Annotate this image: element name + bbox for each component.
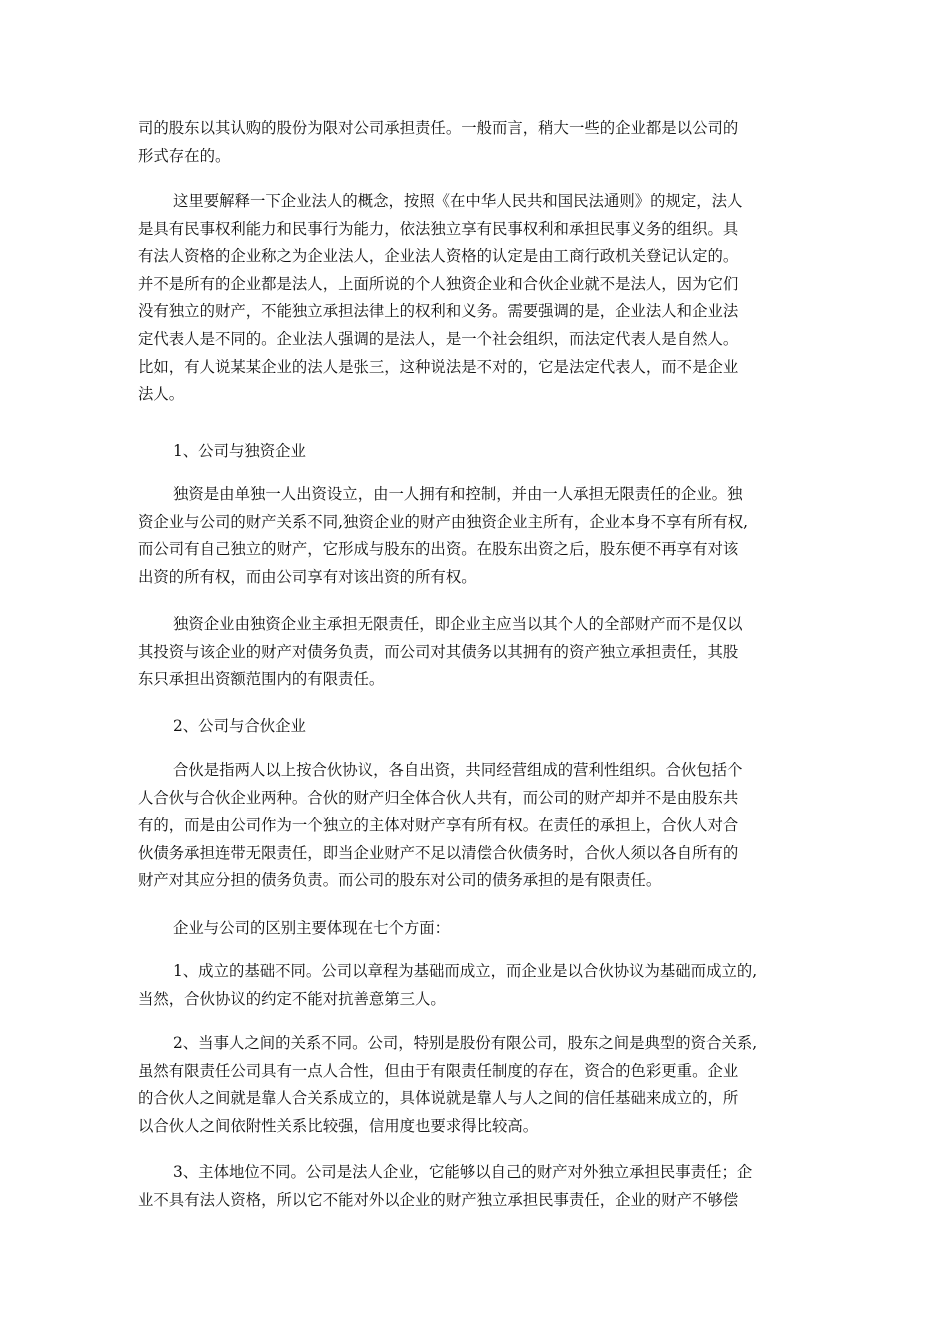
paragraph-seven-aspects bbox=[138, 915, 818, 943]
text-line: 并不是所有的企业都是法人，上面所说的个人独资企业和合伙企业就不是法人，因为它们 bbox=[138, 274, 739, 293]
text-line: 其投资与该企业的财产对债务负责，而公司对其债务以其拥有的资产独立承担责任，其股 bbox=[138, 642, 739, 661]
text-line: 当然，合伙协议的约定不能对抗善意第三人。 bbox=[138, 989, 446, 1008]
text-line: 虽然有限责任公司具有一点人合性，但由于有限责任制度的存在，资合的色彩更重。企业 bbox=[138, 1061, 739, 1080]
text-line: 有法人资格的企业称之为企业法人，企业法人资格的认定是由工商行政机关登记认定的。 bbox=[138, 247, 739, 266]
text-line: 1、成立的基础不同。公司以章程为基础而成立，而企业是以合伙协议为基础而成立的, bbox=[173, 962, 758, 980]
text-line: 合伙是指两人以上按合伙协议，各自出资，共同经营组成的营利性组织。合伙包括个 bbox=[173, 761, 743, 779]
section-heading: 1、公司与独资企业 bbox=[173, 442, 306, 460]
paragraph-point-1 bbox=[138, 958, 818, 1013]
text-line: 东只承担出资额范围内的有限责任。 bbox=[138, 670, 385, 689]
paragraph-legal-person bbox=[138, 188, 818, 409]
text-line: 业不具有法人资格，所以它不能对外以企业的财产独立承担民事责任，企业的财产不够偿 bbox=[138, 1190, 739, 1209]
text-line: 2、当事人之间的关系不同。公司，特别是股份有限公司，股东之间是典型的资合关系, bbox=[173, 1034, 758, 1052]
paragraph-point-3 bbox=[138, 1159, 818, 1214]
paragraph-point-2 bbox=[138, 1030, 818, 1140]
paragraph-partnership bbox=[138, 757, 818, 895]
text-line: 企业与公司的区别主要体现在七个方面： bbox=[173, 919, 451, 937]
section-heading-partnership bbox=[138, 713, 818, 741]
text-line: 形式存在的。 bbox=[138, 146, 231, 165]
text-line: 的合伙人之间就是靠人合关系成立的，具体说就是靠人与人之间的信任基础来成立的，所 bbox=[138, 1089, 739, 1108]
text-line: 有的，而是由公司作为一个独立的主体对财产享有所有权。在责任的承担上，合伙人对合 bbox=[138, 816, 739, 835]
text-line: 出资的所有权，而由公司享有对该出资的所有权。 bbox=[138, 567, 477, 586]
text-line: 独资企业由独资企业主承担无限责任，即企业主应当以其个人的全部财产而不是仅以 bbox=[173, 615, 743, 633]
text-line: 是具有民事权利能力和民事行为能力，依法独立享有民事权利和承担民事义务的组织。具 bbox=[138, 219, 739, 238]
text-line: 人合伙与合伙企业两种。合伙的财产归全体合伙人共有，而公司的财产却并不是由股东共 bbox=[138, 788, 739, 807]
text-line: 比如，有人说某某企业的法人是张三，这种说法是不对的，它是法定代表人，而不是企业 bbox=[138, 357, 739, 376]
text-line: 司的股东以其认购的股份为限对公司承担责任。一般而言，稍大一些的企业都是以公司的 bbox=[138, 119, 739, 137]
text-line: 没有独立的财产，不能独立承担法律上的权利和义务。需要强调的是，企业法人和企业法 bbox=[138, 302, 739, 321]
text-line: 这里要解释一下企业法人的概念，按照《在中华人民共和国民法通则》的规定，法人 bbox=[173, 192, 743, 210]
text-line: 财产对其应分担的债务负责。而公司的股东对公司的债务承担的是有限责任。 bbox=[138, 871, 662, 890]
text-line: 法人。 bbox=[138, 385, 185, 404]
section-heading: 2、公司与合伙企业 bbox=[173, 717, 306, 735]
text-line: 3、主体地位不同。公司是法人企业，它能够以自己的财产对外独立承担民事责任；企 bbox=[173, 1163, 753, 1181]
text-line: 独资是由单独一人出资设立，由一人拥有和控制，并由一人承担无限责任的企业。独 bbox=[173, 485, 743, 503]
text-line: 伙债务承担连带无限责任，即当企业财产不足以清偿合伙债务时，合伙人须以各自所有的 bbox=[138, 843, 739, 862]
paragraph-continuation bbox=[138, 115, 818, 170]
text-line: 定代表人是不同的。企业法人强调的是法人，是一个社会组织，而法定代表人是自然人。 bbox=[138, 329, 739, 348]
section-heading-sole-proprietorship bbox=[138, 438, 818, 466]
text-line: 以合伙人之间依附性关系比较强，信用度也要求得比较高。 bbox=[138, 1116, 539, 1135]
text-line: 资企业与公司的财产关系不同,独资企业的财产由独资企业主所有，企业本身不享有所有权, bbox=[138, 512, 749, 531]
text-line: 而公司有自己独立的财产，它形成与股东的出资。在股东出资之后，股东便不再享有对该 bbox=[138, 540, 739, 559]
paragraph-sole-proprietorship bbox=[138, 481, 818, 591]
paragraph-unlimited-liability bbox=[138, 611, 818, 694]
